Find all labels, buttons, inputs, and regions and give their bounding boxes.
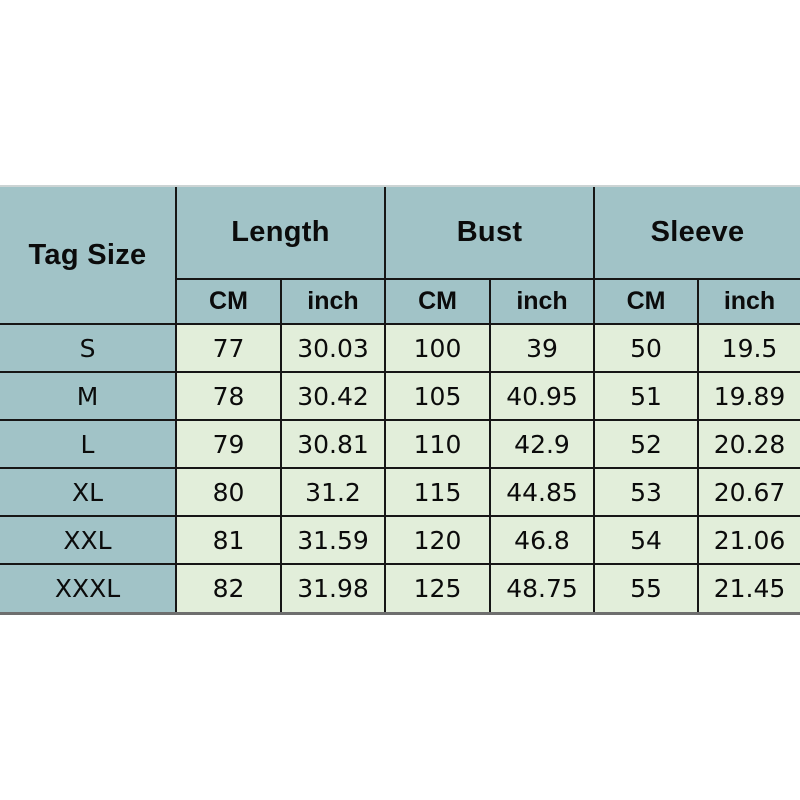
size-cell: XXL <box>0 516 176 564</box>
value-cell: 39 <box>490 324 594 372</box>
value-cell: 53 <box>594 468 698 516</box>
value-cell: 55 <box>594 564 698 612</box>
size-cell: M <box>0 372 176 420</box>
value-cell: 80 <box>176 468 281 516</box>
unit-header-bust-cm: CM <box>385 279 490 324</box>
value-cell: 30.81 <box>281 420 385 468</box>
value-cell: 21.06 <box>698 516 800 564</box>
unit-header-length-inch: inch <box>281 279 385 324</box>
value-cell: 21.45 <box>698 564 800 612</box>
unit-header-sleeve-cm: CM <box>594 279 698 324</box>
unit-header-length-cm: CM <box>176 279 281 324</box>
value-cell: 51 <box>594 372 698 420</box>
value-cell: 125 <box>385 564 490 612</box>
value-cell: 30.03 <box>281 324 385 372</box>
group-header-sleeve: Sleeve <box>594 187 800 279</box>
table-row <box>0 468 800 516</box>
value-cell: 50 <box>594 324 698 372</box>
value-cell: 81 <box>176 516 281 564</box>
table-row <box>0 324 800 372</box>
size-cell: XL <box>0 468 176 516</box>
value-cell: 110 <box>385 420 490 468</box>
value-cell: 20.67 <box>698 468 800 516</box>
value-cell: 30.42 <box>281 372 385 420</box>
value-cell: 52 <box>594 420 698 468</box>
value-cell: 77 <box>176 324 281 372</box>
value-cell: 79 <box>176 420 281 468</box>
value-cell: 44.85 <box>490 468 594 516</box>
value-cell: 46.8 <box>490 516 594 564</box>
table-row <box>0 420 800 468</box>
unit-header-bust-inch: inch <box>490 279 594 324</box>
value-cell: 20.28 <box>698 420 800 468</box>
size-chart-table <box>0 187 800 612</box>
value-cell: 19.5 <box>698 324 800 372</box>
value-cell: 120 <box>385 516 490 564</box>
table-row <box>0 564 800 612</box>
table-row <box>0 516 800 564</box>
size-cell: XXXL <box>0 564 176 612</box>
tag-size-header-cell: Tag Size <box>0 187 176 324</box>
size-cell: L <box>0 420 176 468</box>
value-cell: 105 <box>385 372 490 420</box>
value-cell: 40.95 <box>490 372 594 420</box>
size-chart-table-container <box>0 185 800 615</box>
value-cell: 82 <box>176 564 281 612</box>
table-row <box>0 372 800 420</box>
group-header-length: Length <box>176 187 385 279</box>
value-cell: 42.9 <box>490 420 594 468</box>
group-header-bust: Bust <box>385 187 594 279</box>
value-cell: 19.89 <box>698 372 800 420</box>
value-cell: 100 <box>385 324 490 372</box>
value-cell: 31.59 <box>281 516 385 564</box>
size-cell: S <box>0 324 176 372</box>
value-cell: 54 <box>594 516 698 564</box>
value-cell: 115 <box>385 468 490 516</box>
unit-header-sleeve-inch: inch <box>698 279 800 324</box>
group-header-row <box>0 187 800 279</box>
value-cell: 78 <box>176 372 281 420</box>
value-cell: 31.2 <box>281 468 385 516</box>
value-cell: 31.98 <box>281 564 385 612</box>
value-cell: 48.75 <box>490 564 594 612</box>
